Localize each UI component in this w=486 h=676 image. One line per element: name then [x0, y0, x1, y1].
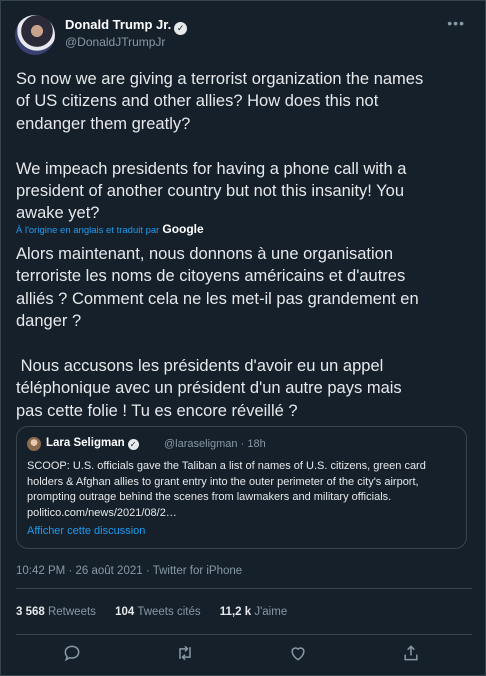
quotes-stat[interactable] — [115, 606, 200, 618]
verified-badge-icon: ✓ — [174, 22, 187, 35]
likes-label[interactable]: J'aime — [254, 606, 288, 618]
retweets-stat[interactable] — [16, 606, 96, 618]
divider-bottom — [16, 634, 472, 635]
quoted-avatar — [27, 437, 41, 451]
retweets-label[interactable]: Retweets — [47, 606, 96, 618]
quotes-label[interactable]: Tweets cités — [137, 606, 201, 618]
quotes-count[interactable]: 104 — [115, 606, 135, 618]
client-separator: · — [145, 565, 150, 577]
retweets-count[interactable]: 3 568 — [16, 606, 45, 618]
tweet-timestamp[interactable] — [16, 565, 242, 577]
tweet-time[interactable]: 10:42 PM — [16, 565, 66, 577]
likes-count[interactable]: 11,2 k — [219, 606, 252, 618]
google-logo: Google — [162, 222, 204, 236]
quoted-tweet[interactable] — [16, 426, 467, 549]
author-avatar[interactable] — [15, 15, 55, 55]
quoted-handle: @laraseligman — [164, 438, 238, 450]
share-icon[interactable] — [401, 643, 421, 663]
quoted-meta — [164, 438, 266, 450]
quoted-text: SCOOP: U.S. officials gave the Taliban a list of names of U.S. citizens, green card holders & Afghan allies to grant entry into the outer perimeter of the city's airport, prompting outrage behind the scenes from lawmakers and military officials. politico.com/news/2021/08/2… — [27, 460, 426, 519]
quoted-verified-badge-icon: ✓ — [128, 439, 139, 450]
reply-icon[interactable] — [62, 643, 82, 663]
timestamp-separator: · — [68, 565, 73, 577]
tweet-date[interactable]: 26 août 2021 — [75, 565, 143, 577]
quoted-author-name: Lara Seligman — [46, 437, 125, 449]
engagement-stats — [16, 606, 303, 618]
tweet-original-text: So now we are giving a terrorist organization the names of US citizens and other allies? How does this not endanger them greatly? We impeach presidents for having a phone call with a president of another country but not this insanity! You awake yet? — [16, 70, 424, 223]
translation-note: À l'origine en anglais et traduit par — [16, 225, 160, 236]
like-icon[interactable] — [288, 643, 308, 663]
action-bar — [1, 641, 486, 667]
quoted-name-row — [46, 437, 139, 450]
translation-attribution — [16, 222, 204, 236]
divider-top — [16, 588, 472, 589]
author-name-row[interactable] — [65, 17, 187, 35]
quoted-time: 18h — [247, 438, 266, 450]
author-handle[interactable]: @DonaldJTrumpJr — [65, 35, 166, 49]
author-name[interactable]: Donald Trump Jr. — [65, 17, 172, 32]
more-icon[interactable]: ••• — [447, 15, 465, 31]
retweet-icon[interactable] — [175, 643, 195, 663]
tweet-client[interactable]: Twitter for iPhone — [152, 565, 243, 577]
tweet-translated-text: Alors maintenant, nous donnons à une organisation terroriste les noms de citoyens américains et d'autres alliés ? Comment cela ne les met-il pas grandement en danger ? Nous accusons les présidents d'avoir eu un appel téléphonique avec un président d'un autre pays mais pas cette folie ! Tu es encore réveillé ? — [16, 245, 419, 420]
quoted-separator: · — [240, 438, 245, 450]
likes-stat[interactable] — [220, 606, 287, 618]
show-thread-link[interactable]: Afficher cette discussion — [27, 525, 146, 537]
